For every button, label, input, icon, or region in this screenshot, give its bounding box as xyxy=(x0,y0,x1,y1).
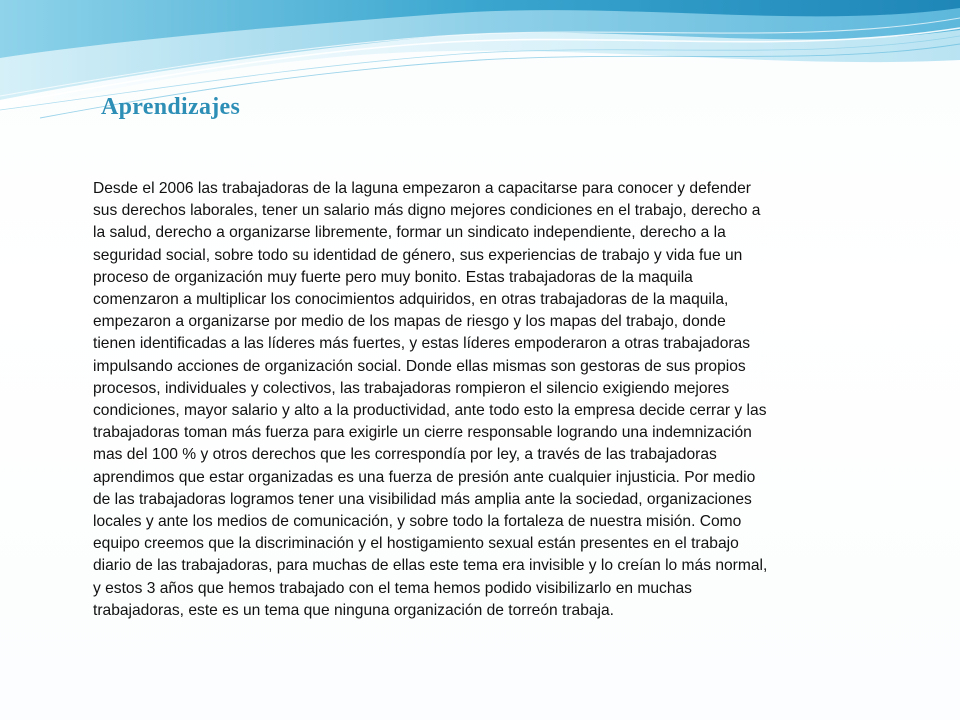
body-line: procesos, individuales y colectivos, las trabajadoras rompieron el silencio exigiendo mejores xyxy=(93,379,730,397)
slide-title: Aprendizajes xyxy=(101,94,241,120)
body-line: trabajadoras toman más fuerza para exigirle un cierre responsable logrando una indemnización xyxy=(93,424,752,442)
body-line: condiciones, mayor salario y alto a la productividad, ante todo esto la empresa decide cerrar y las xyxy=(93,402,767,420)
body-line: equipo creemos que la discriminación y el hostigamiento sexual están presentes en el trabajo xyxy=(93,535,739,553)
body-line: tienen identificadas a las líderes más fuertes, y estas líderes empoderaron a otras trabajadoras xyxy=(93,335,751,353)
body-line: la salud, derecho a organizarse libremente, formar un sindicato independiente, derecho a la xyxy=(93,224,726,242)
body-line: trabajadoras, este es un tema que ninguna organización de torreón trabaja. xyxy=(93,601,615,619)
header-wave-decoration xyxy=(0,0,960,160)
body-line: locales y ante los medios de comunicación, y sobre todo la fortaleza de nuestra misión. Como xyxy=(93,513,742,531)
body-line: de las trabajadoras logramos tener una visibilidad más amplia ante la sociedad, organizaciones xyxy=(93,490,752,508)
body-line: comenzaron a multiplicar los conocimientos adquiridos, en otras trabajadoras de la maquila, xyxy=(93,291,729,309)
body-line: sus derechos laborales, tener un salario más digno mejores condiciones en el trabajo, derecho a xyxy=(93,202,761,220)
body-line: seguridad social, sobre todo su identidad de género, sus experiencias de trabajo y vida fue un xyxy=(93,246,743,264)
body-line: impulsando acciones de organización social. Donde ellas mismas son gestoras de sus propios xyxy=(93,357,746,375)
body-paragraph xyxy=(93,178,905,622)
body-line: aprendimos que estar organizadas es una fuerza de presión ante cualquier injusticia. Por medio xyxy=(93,468,756,486)
body-line: proceso de organización muy fuerte pero muy bonito. Estas trabajadoras de la maquila xyxy=(93,268,693,286)
body-line: mas del 100 % y otros derechos que les correspondía por ley, a través de las trabajadoras xyxy=(93,446,717,464)
body-line: y estos 3 años que hemos trabajado con el tema hemos podido visibilizarlo en muchas xyxy=(93,579,692,597)
body-line: Desde el 2006 las trabajadoras de la laguna empezaron a capacitarse para conocer y defender xyxy=(93,180,751,197)
body-line: diario de las trabajadoras, para muchas de ellas este tema era invisible y lo creían lo más normal, xyxy=(93,557,768,575)
body-line: empezaron a organizarse por medio de los mapas de riesgo y los mapas del trabajo, donde xyxy=(93,313,726,331)
